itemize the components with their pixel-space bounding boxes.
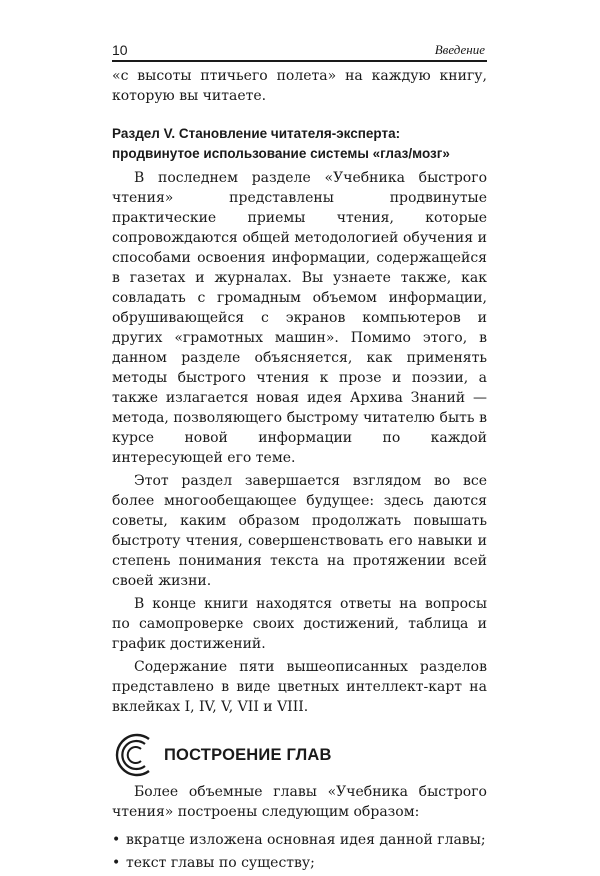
bullet-list <box>112 830 487 873</box>
running-section-title: Введение <box>434 42 485 57</box>
chapter-heading: ПОСТРОЕНИЕ ГЛАВ <box>164 746 332 764</box>
body-text <box>112 66 487 876</box>
section-heading-line-2: продвинутое использование системы «глаз/мозг» <box>112 146 450 161</box>
list-item: • текст главы по существу; <box>112 853 487 873</box>
section-heading-line-1: Раздел V. Становление читателя-эксперта: <box>112 126 401 141</box>
paragraph: Этот раздел завершается взглядом во все более многообещающее будущее: здесь даются советы, каким образом продолжать повышать быстроту чтения, совершенствовать его навыки и степень понимания текста на протяжении всей своей жизни. <box>112 473 487 589</box>
concentric-arcs-icon <box>112 731 160 779</box>
header-rule <box>112 60 487 62</box>
intro-paragraph: «с высоты птичьего полета» на каждую книгу, которую вы читаете. <box>112 68 487 104</box>
paragraph: В последнем разделе «Учебника быстрого чтения» представлены продвинутые практические приемы чтения, которые сопровождаются общей методологией обучения и способами освоения информации, содержащейся в газетах и журналах. Вы узнаете также, как совладать с громадным объемом информации, обрушивающейся с экранов компьютеров и других «грамотных машин». Помимо этого, в данном разделе объясняется, как применять методы быстрого чтения к прозе и поэзии, а также излагается новая идея Архива Знаний — метода, позволяющего быстрому читателю быть в курсе новой информации по каждой интересующей его теме. <box>112 170 487 466</box>
chapter-heading-block <box>112 731 487 779</box>
running-header <box>112 40 487 62</box>
page-number: 10 <box>112 42 128 58</box>
section-heading <box>112 124 487 164</box>
list-item: • вкратце изложена основная идея данной главы; <box>112 830 487 850</box>
paragraph: Содержание пяти вышеописанных разделов представлено в виде цветных интеллект-карт на вклейках I, IV, V, VII и VIII. <box>112 659 487 715</box>
chapter-paragraph: Более объемные главы «Учебника быстрого чтения» построены следующим образом: <box>112 784 487 820</box>
paragraph: В конце книги находятся ответы на вопросы по самопроверке своих достижений, таблица и график достижений. <box>112 596 487 652</box>
